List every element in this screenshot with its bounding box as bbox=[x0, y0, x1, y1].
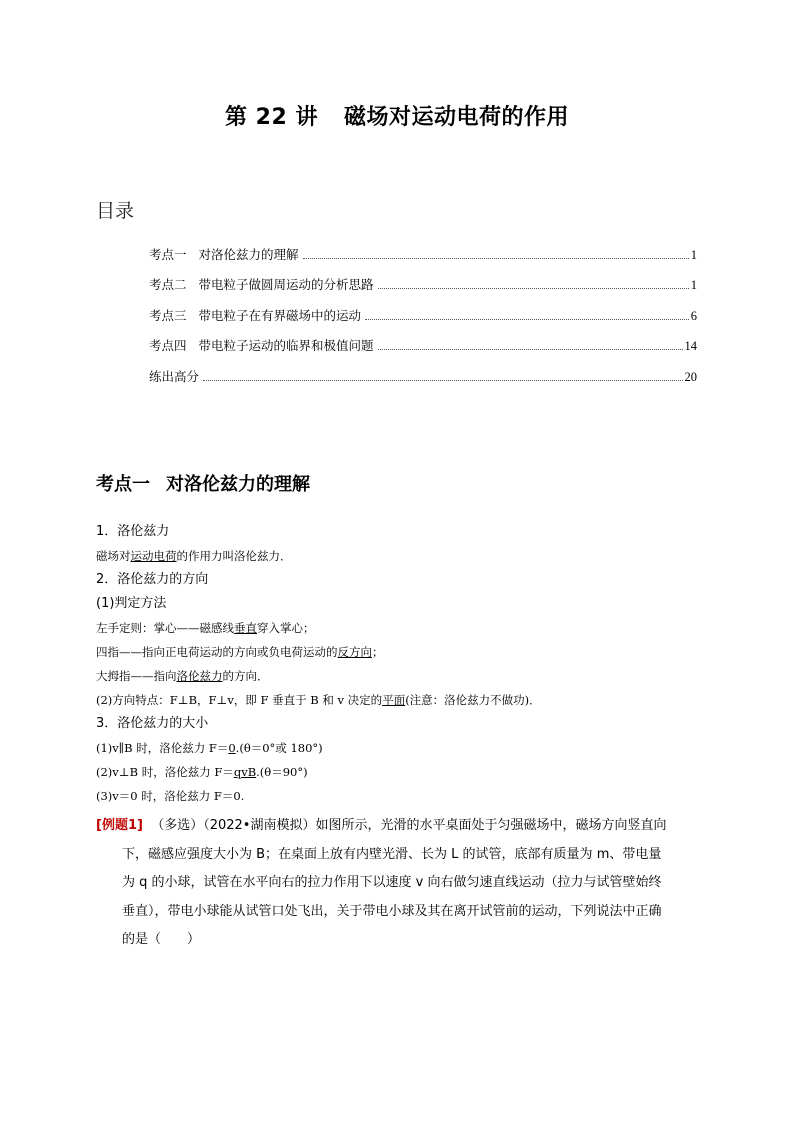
lecture-number: 第 22 讲 bbox=[225, 105, 318, 130]
text: 四指——指向正电荷运动的方向或负电荷运动的 bbox=[96, 645, 338, 659]
text: .(θ＝0°或 180°) bbox=[235, 741, 323, 755]
toc-item[interactable] bbox=[149, 232, 697, 263]
rule-fingers-line bbox=[96, 640, 706, 664]
subheading-method: (1)判定方法 bbox=[96, 596, 167, 611]
text: 的方向． bbox=[222, 669, 269, 683]
toc-leader-dots bbox=[365, 319, 689, 320]
text: .(θ＝90°) bbox=[256, 765, 308, 779]
text: 大拇指——指向 bbox=[96, 669, 177, 683]
toc-item[interactable] bbox=[149, 354, 697, 385]
example-line: 下，磁感应强度大小为 B；在桌面上放有内壁光滑、长为 L 的试管，底部有质量为 m、带电量 bbox=[122, 846, 662, 862]
section-body bbox=[96, 520, 706, 955]
text: (注意：洛伦兹力不做功)． bbox=[405, 693, 541, 707]
toc-item-number: 考点一 bbox=[149, 246, 187, 262]
subheading-direction: 2．洛伦兹力的方向 bbox=[96, 572, 209, 587]
rule-palm-line bbox=[96, 616, 706, 640]
subheading-lorentz-force: 1．洛伦兹力 bbox=[96, 524, 170, 539]
example-line: 的是（ ） bbox=[122, 932, 201, 947]
toc-item-label: 带电粒子做圆周运动的分析思路 bbox=[198, 277, 374, 292]
text: （多选）（2022•湖南模拟）如图所示，光滑的水平桌面处于匀强磁场中，磁场方向竖直向 bbox=[151, 818, 667, 833]
magnitude-parallel-line bbox=[96, 736, 706, 760]
example-problem bbox=[96, 812, 706, 955]
text: 的作用力叫洛伦兹力． bbox=[176, 549, 292, 563]
toc-leader-dots bbox=[303, 258, 689, 259]
toc-item-number: 考点二 bbox=[149, 277, 187, 292]
example-line bbox=[96, 812, 706, 841]
text: 左手定则：掌心——磁感线 bbox=[96, 621, 234, 635]
underlined-term: 平面 bbox=[382, 693, 406, 707]
toc-item-number: 考点四 bbox=[149, 338, 187, 353]
section-title: 对洛伦兹力的理解 bbox=[166, 474, 310, 495]
text: (1)v∥B 时，洛伦兹力 F＝ bbox=[96, 741, 229, 755]
toc-item-page: 1 bbox=[690, 247, 697, 262]
toc-item-page: 1 bbox=[690, 278, 697, 292]
toc-leader-dots bbox=[378, 349, 683, 350]
toc-item-number: 考点三 bbox=[149, 307, 187, 323]
underlined-term: 反方向 bbox=[337, 645, 372, 659]
document-title bbox=[0, 100, 794, 131]
toc-leader-dots bbox=[203, 380, 682, 381]
toc-item-label: 练出高分 bbox=[149, 368, 200, 384]
underlined-term: 洛伦兹力 bbox=[176, 669, 223, 683]
table-of-contents bbox=[149, 232, 697, 385]
text: ； bbox=[372, 645, 384, 659]
toc-item-label: 带电粒子运动的临界和极值问题 bbox=[198, 338, 374, 353]
section-heading bbox=[96, 470, 310, 496]
toc-item-page: 20 bbox=[684, 369, 697, 384]
example-line: 垂直），带电小球能从试管口处飞出，关于带电小球及其在离开试管前的运动，下列说法中正确 bbox=[122, 903, 662, 919]
example-line: 为 q 的小球，试管在水平向右的拉力作用下以速度 v 向右做匀速直线运动（拉力与试管壁始终 bbox=[122, 875, 662, 890]
text: (2)方向特点：F⊥B，F⊥v，即 F 垂直于 B 和 v 决定的 bbox=[96, 693, 383, 707]
text: (2)v⊥B 时，洛伦兹力 F＝ bbox=[96, 765, 234, 779]
rule-thumb-line bbox=[96, 664, 706, 688]
underlined-term: qvB bbox=[233, 765, 257, 779]
toc-item-label: 对洛伦兹力的理解 bbox=[198, 246, 299, 262]
direction-features-line bbox=[96, 688, 706, 712]
toc-item[interactable] bbox=[149, 263, 697, 294]
example-tag: [例题1] bbox=[96, 818, 143, 833]
text: 磁场对 bbox=[96, 549, 131, 563]
toc-item-page: 14 bbox=[684, 339, 697, 353]
magnitude-perpendicular-line bbox=[96, 760, 706, 784]
underlined-term: 运动电荷 bbox=[130, 549, 177, 563]
text: 穿入掌心； bbox=[257, 621, 315, 635]
definition-line bbox=[96, 544, 706, 568]
toc-item-label: 带电粒子在有界磁场中的运动 bbox=[198, 307, 362, 323]
toc-leader-dots bbox=[378, 288, 689, 289]
lecture-topic: 磁场对运动电荷的作用 bbox=[343, 105, 569, 130]
subheading-magnitude: 3．洛伦兹力的大小 bbox=[96, 716, 209, 731]
magnitude-zero-line: (3)v＝0 时，洛伦兹力 F＝0. bbox=[96, 789, 245, 803]
toc-item[interactable] bbox=[149, 293, 697, 324]
toc-item[interactable] bbox=[149, 324, 697, 355]
underlined-term: 垂直 bbox=[234, 621, 257, 635]
toc-item-page: 6 bbox=[690, 308, 697, 323]
section-number: 考点一 bbox=[96, 474, 150, 495]
toc-heading: 目录 bbox=[96, 200, 135, 222]
underlined-term: 0 bbox=[228, 741, 236, 755]
